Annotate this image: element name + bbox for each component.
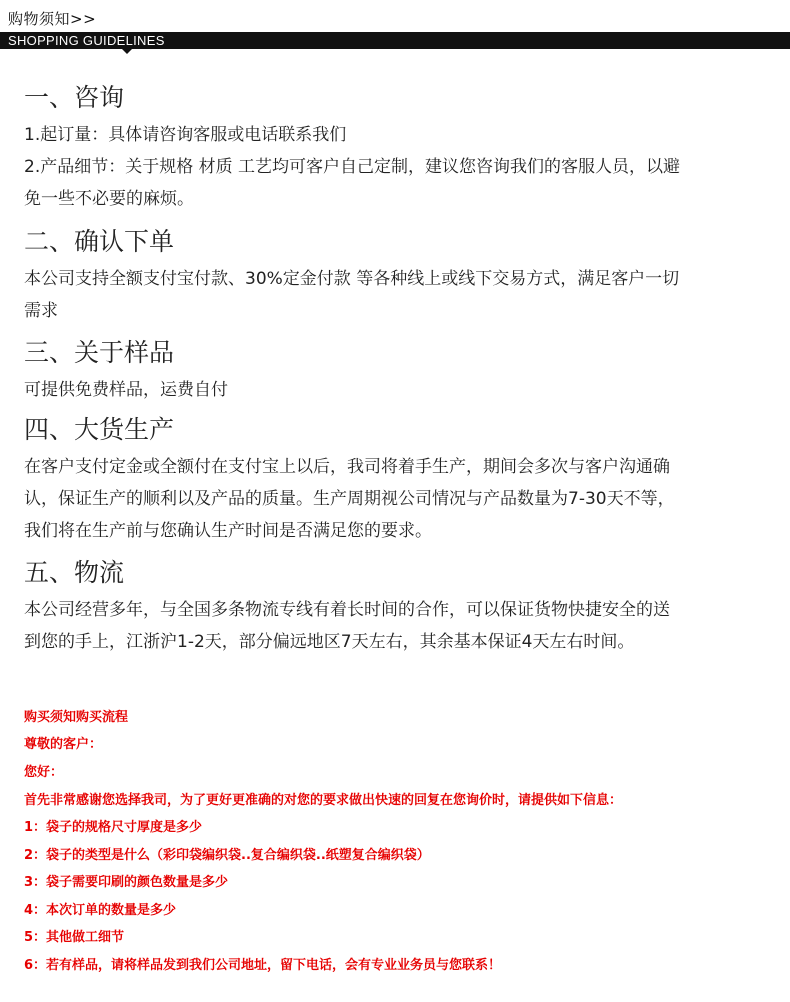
section-heading-logistics: 五、物流 xyxy=(24,558,125,587)
notice-line: 4：本次订单的数量是多少 xyxy=(24,903,177,918)
section-banner xyxy=(0,32,790,49)
notice-line: 首先非常感谢您选择我司，为了更好更准确的对您的要求做出快速的回复在您询价时，请提供如下信息： xyxy=(24,793,623,808)
section-line: 2.产品细节：关于规格 材质 工艺均可客户自己定制，建议您咨询我们的客服人员，以避 xyxy=(24,157,681,177)
notice-line: 2：袋子的类型是什么（彩印袋编织袋..复合编织袋..纸塑复合编织袋） xyxy=(24,848,430,863)
section-line: 到您的手上，江浙沪1-2天，部分偏远地区7天左右，其余基本保证4天左右时间。 xyxy=(24,632,635,652)
section-heading-samples: 三、关于样品 xyxy=(24,338,175,367)
section-line: 本公司经营多年，与全国多条物流专线有着长时间的合作，可以保证货物快捷安全的送 xyxy=(24,600,670,620)
notice-line: 您好： xyxy=(24,765,64,780)
section-line: 在客户支付定金或全额付在支付宝上以后，我司将着手生产，期间会多次与客户沟通确 xyxy=(24,457,670,477)
section-heading-production: 四、大货生产 xyxy=(24,415,175,444)
notice-line: 尊敬的客户： xyxy=(24,737,103,752)
section-line: 认，保证生产的顺利以及产品的质量。生产周期视公司情况与产品数量为7-30天不等， xyxy=(24,489,675,509)
section-line: 可提供免费样品，运费自付 xyxy=(24,380,228,400)
banner-text: SHOPPING GUIDELINES xyxy=(8,33,165,48)
section-heading-consult: 一、咨询 xyxy=(24,83,125,112)
section-line: 1.起订量：具体请咨询客服或电话联系我们 xyxy=(24,125,347,145)
notice-line: 5：其他做工细节 xyxy=(24,930,125,945)
notice-line: 6：若有样品，请将样品发到我们公司地址，留下电话，会有专业业务员与您联系！ xyxy=(24,958,502,973)
notice-line: 1：袋子的规格尺寸厚度是多少 xyxy=(24,820,203,835)
banner-notch-decoration xyxy=(122,49,132,54)
notice-line: 3：袋子需要印刷的颜色数量是多少 xyxy=(24,875,229,890)
section-line: 免一些不必要的麻烦。 xyxy=(24,189,194,209)
section-line: 需求 xyxy=(24,301,58,321)
section-heading-order: 二、确认下单 xyxy=(24,227,175,256)
notice-title: 购买须知购买流程 xyxy=(24,710,129,725)
section-line: 本公司支持全额支付宝付款、30%定金付款 等各种线上或线下交易方式，满足客户一切 xyxy=(24,269,680,289)
page-title: 购物须知>> xyxy=(8,10,97,28)
section-line: 我们将在生产前与您确认生产时间是否满足您的要求。 xyxy=(24,521,432,541)
